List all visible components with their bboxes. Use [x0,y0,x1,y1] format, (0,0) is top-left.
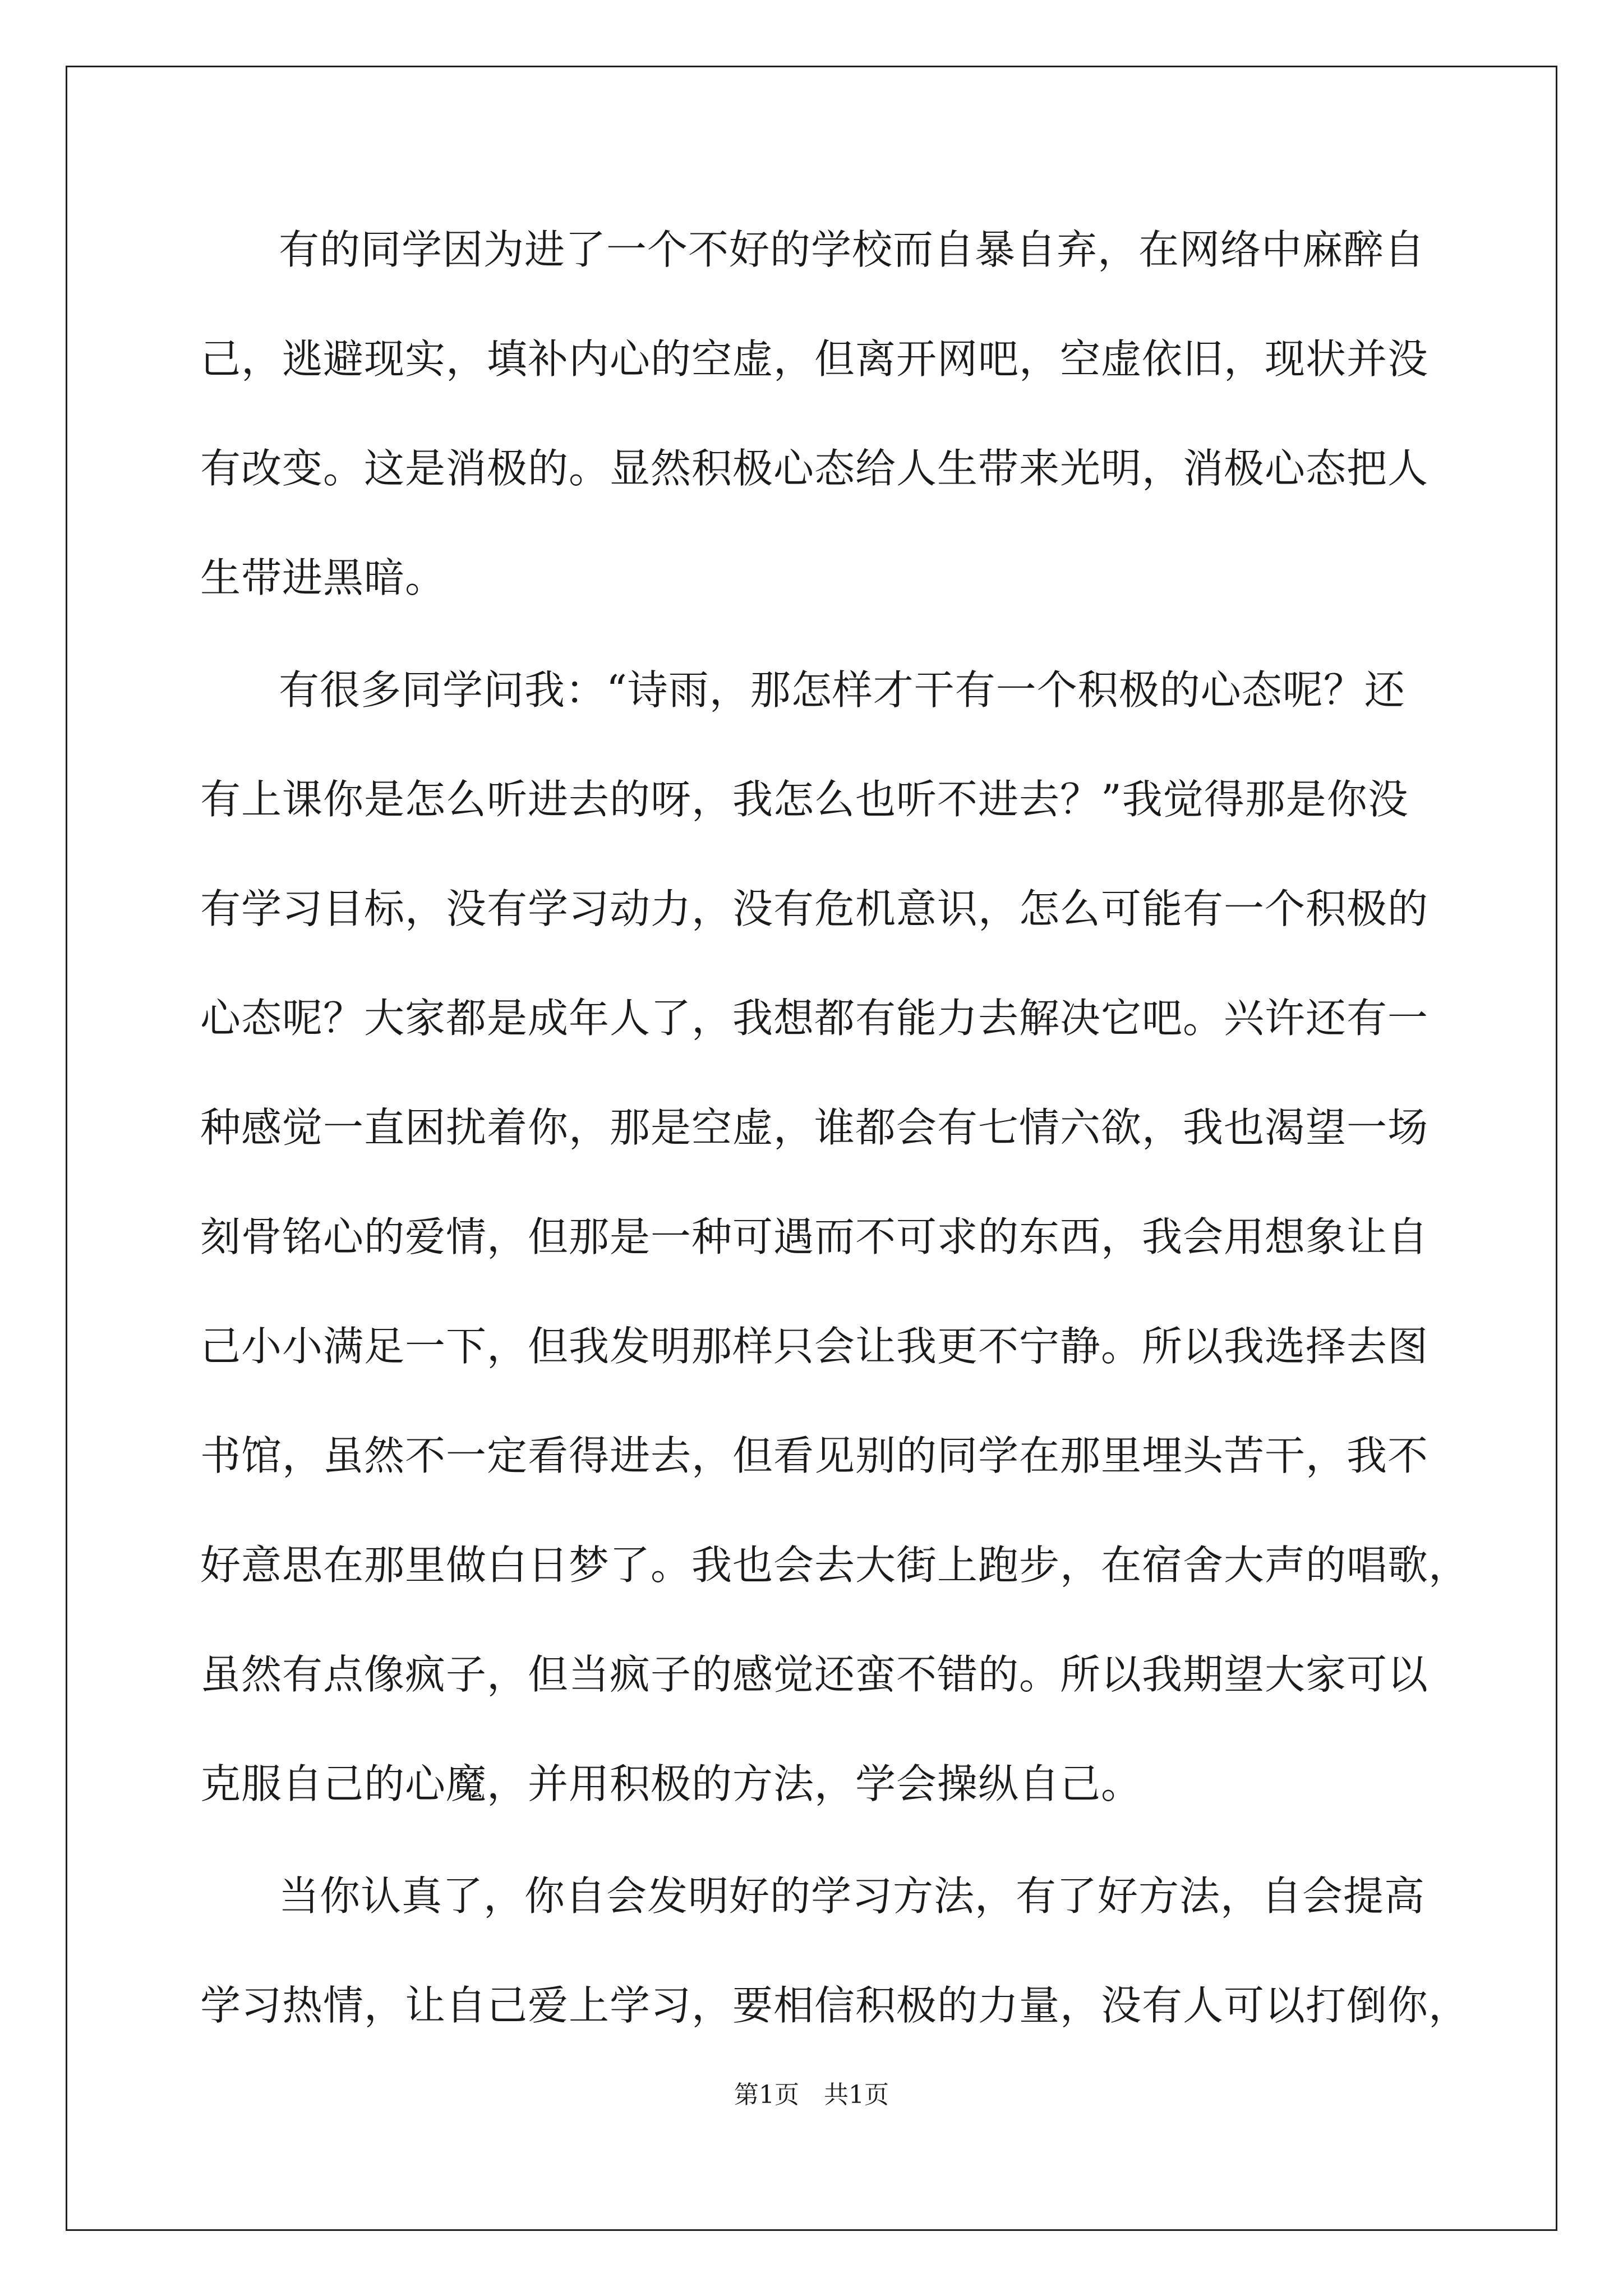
page-footer: 第1页 共1页 [734,2081,889,2109]
text-line: 己，逃避现实，填补内心的空虚，但离开网吧，空虚依旧，现状并没 [200,335,1429,383]
text-line: 有的同学因为进了一个不好的学校而自暴自弃，在网络中麻醉自 [279,226,1426,273]
text-line: 有上课你是怎么听进去的呀，我怎么也听不进去？”我觉得那是你没 [200,776,1409,823]
text-line: 有很多同学问我：“诗雨，那怎样才干有一个积极的心态呢？还 [279,666,1405,714]
text-line: 有改变。这是消极的。显然积极心态给人生带来光明，消极心态把人 [200,445,1429,492]
text-line: 心态呢？大家都是成年人了，我想都有能力去解决它吧。兴许还有一 [200,995,1429,1042]
text-line: 生带进黑暗。 [200,554,446,601]
text-line: 当你认真了，你自会发明好的学习方法，有了好方法，自会提高 [279,1872,1426,1920]
text-line: 己小小满足一下，但我发明那样只会让我更不宁静。所以我选择去图 [200,1323,1429,1370]
text-line: 克服自己的心魔，并用积极的方法，学会操纵自己。 [200,1760,1142,1807]
text-line: 种感觉一直困扰着你，那是空虚，谁都会有七情六欲，我也渴望一场 [200,1104,1429,1151]
text-line: 有学习目标，没有学习动力，没有危机意识，怎么可能有一个积极的 [200,885,1429,932]
text-line: 好意思在那里做白日梦了。我也会去大街上跑步，在宿舍大声的唱歌， [200,1542,1470,1589]
text-line: 刻骨铭心的爱情，但那是一种可遇而不可求的东西，我会用想象让自 [200,1213,1429,1260]
text-line: 虽然有点像疯子，但当疯子的感觉还蛮不错的。所以我期望大家可以 [200,1651,1429,1698]
text-line: 书馆，虽然不一定看得进去，但看见别的同学在那里埋头苦干，我不 [200,1432,1429,1479]
text-line: 学习热情，让自己爱上学习，要相信积极的力量，没有人可以打倒你， [200,1982,1470,2029]
